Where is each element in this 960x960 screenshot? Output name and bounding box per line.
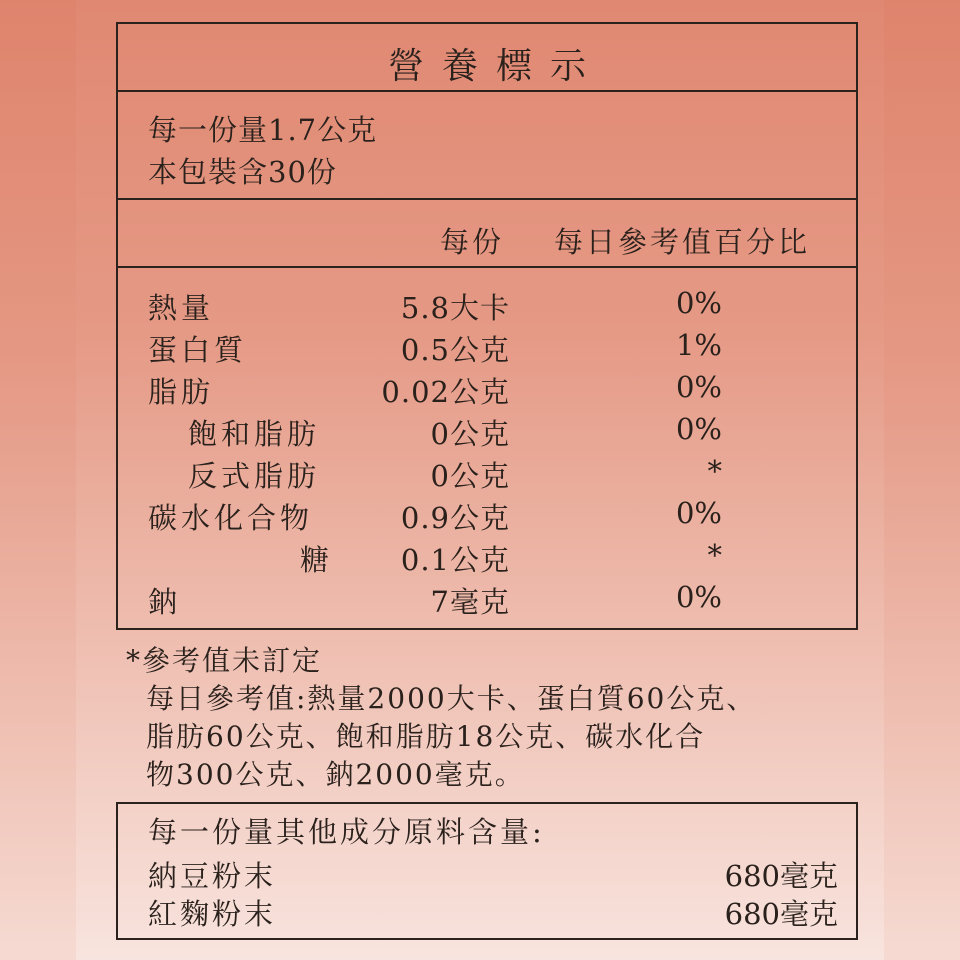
ingredient-name: 紅麴粉末 [148,897,277,931]
footnote-undetermined: *參考值未訂定 [126,644,323,677]
nutrient-percent: * [707,538,722,572]
nutrient-row-saturated-fat [118,412,856,454]
nutrient-name: 鈉 [148,585,182,619]
nutrient-percent: 0% [675,496,722,530]
nutrient-row-sugar [118,538,856,580]
divider [118,266,856,268]
daily-reference-line: 物300公克、鈉2000毫克。 [146,758,525,791]
nutrient-name: 脂肪 [148,375,215,409]
daily-reference-line: 每日參考值:熱量2000大卡、蛋白質60公克、 [146,682,757,715]
ingredient-amount: 680毫克 [724,859,838,893]
nutrient-percent: 0% [675,412,722,446]
divider [118,198,856,200]
nutrient-percent: 0% [675,580,722,614]
nutrient-amount: 5.8大卡 [400,291,510,325]
ingredient-row [148,854,838,893]
nutrient-percent: 0% [675,370,722,404]
ingredient-row [148,892,838,931]
nutrient-name: 反式脂肪 [188,459,321,493]
nutrient-amount: 0公克 [430,459,510,493]
servings-per-pack: 本包裝含30份 [148,155,337,189]
nutrient-name: 飽和脂肪 [188,417,321,451]
nutrient-row-carbohydrate [118,496,856,538]
nutrient-row-trans-fat [118,454,856,496]
nutrient-percent: * [707,454,722,488]
nutrient-table [118,286,856,622]
divider [118,90,856,92]
nutrient-percent: 1% [675,328,722,362]
nutrient-percent: 0% [675,286,722,320]
nutrient-row-sodium [118,580,856,622]
background-stripe-left [0,0,76,960]
nutrient-amount: 0公克 [430,417,510,451]
nutrient-name: 熱量 [148,291,215,325]
nutrient-name: 碳水化合物 [148,501,314,535]
ingredient-amount: 680毫克 [724,897,838,931]
nutrient-row-protein [118,328,856,370]
nutrient-name: 蛋白質 [148,333,248,367]
ingredient-name: 納豆粉末 [148,859,277,893]
nutrient-amount: 0.5公克 [400,333,510,367]
nutrient-amount: 0.1公克 [400,543,510,577]
nutrition-title: 營養標示 [387,46,604,87]
other-ingredients-panel [116,802,858,940]
daily-reference-line: 脂肪60公克、飽和脂肪18公克、碳水化合 [146,720,706,753]
other-ingredients-title: 每一份量其他成分原料含量: [148,815,545,849]
column-header-daily-value: 每日參考值百分比 [554,225,811,259]
nutrient-amount: 0.02公克 [381,375,510,409]
nutrient-amount: 7毫克 [430,585,510,619]
nutrient-row-calories [118,286,856,328]
background-stripe-right [884,0,960,960]
nutrient-amount: 0.9公克 [400,501,510,535]
nutrient-name: 糖 [300,543,334,577]
column-header-per-serving: 每份 [440,225,505,259]
serving-size: 每一份量1.7公克 [148,113,378,147]
reference-notes [126,642,756,794]
nutrition-facts-panel [116,22,858,630]
nutrient-row-fat [118,370,856,412]
